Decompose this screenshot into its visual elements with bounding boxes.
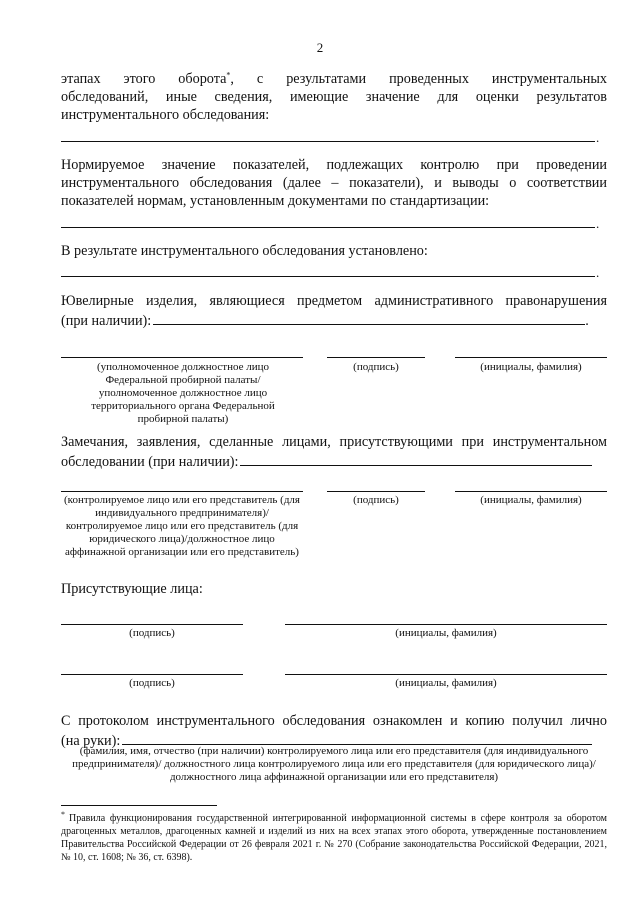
signature-caption: (подпись): [353, 494, 399, 506]
signature-line[interactable]: [327, 357, 425, 358]
present-person-signature-line[interactable]: [61, 674, 243, 675]
fill-line[interactable]: [61, 227, 595, 228]
signature-caption: (подпись): [129, 627, 175, 639]
paragraph-line: Замечания, заявления, сделанные лицами, присутствующими при инструментальном: [61, 434, 607, 450]
name-caption: (инициалы, фамилия): [395, 677, 497, 689]
present-person-name-line[interactable]: [285, 674, 607, 675]
signature-caption: (подпись): [353, 361, 399, 373]
page-number: 2: [316, 40, 324, 55]
paragraph-line: обследований, иные сведения, имеющие значение для оценки результатов: [61, 89, 607, 105]
paragraph-line: инструментального обследования:: [61, 107, 270, 123]
footnote: [61, 809, 607, 864]
name-caption: (инициалы, фамилия): [480, 361, 582, 373]
present-person-name-line[interactable]: [285, 624, 607, 625]
paragraph-line: С протоколом инструментального обследования ознакомлен и копию получил лично: [61, 713, 607, 729]
paragraph-line: показателей нормам, установленным документами по стандартизации:: [61, 193, 490, 209]
paragraph-line: (на руки):: [61, 730, 607, 750]
fill-line-period: .: [596, 265, 600, 280]
name-line[interactable]: [455, 357, 607, 358]
paragraph-remarks: [61, 433, 607, 471]
paragraph-continuation: [61, 70, 607, 124]
fill-line[interactable]: [61, 141, 595, 142]
fill-line-period: .: [596, 216, 600, 231]
paragraph-jewelry: [61, 292, 607, 330]
name-caption: (инициалы, фамилия): [480, 494, 582, 506]
name-caption: (инициалы, фамилия): [395, 627, 497, 639]
footnote-mark: *: [61, 809, 65, 819]
paragraph-line: обследовании (при наличии):: [61, 451, 607, 471]
present-persons-label: Присутствующие лица:: [61, 581, 203, 597]
paragraph-line: Нормируемое значение показателей, подлежащих контролю при проведении: [61, 157, 607, 173]
acknowledgement-caption: (фамилия, имя, отчество (при наличии) контролируемого лица или его представителя (для индивидуального предпринимателя)/ должностного лица контролируемого лица или его представителя (для юридического лица)/ должностного лица аффинажной организации или его представителя): [72, 745, 596, 783]
footnote-text: Правила функционирования государственной интегрированной информационной системы в сфере контроля за оборотом драгоценных металлов, драгоценных камней и изделий из них на всех этапах этого оборота, утвержденные постановлением Правительства Российской Федерации от 26 февраля 2021 г. № 270 (Собрание законодательства Российской Федерации, 2021, № 10, ст. 1608; № 36, ст. 6398).: [61, 813, 607, 863]
paragraph-line: инструментального обследования (далее – показатели), и выводы о соответствии: [61, 175, 607, 191]
signature-caption: (подпись): [129, 677, 175, 689]
present-person-signature-line[interactable]: [61, 624, 243, 625]
official-caption: (уполномоченное должностное лицо Федеральной пробирной палаты/уполномоченное должностное лицо территориального органа Федеральной пробирной палаты): [91, 361, 275, 425]
paragraph-norms: [61, 156, 607, 210]
jewelry-fill-line[interactable]: [153, 310, 585, 325]
official-signature-line[interactable]: [61, 357, 303, 358]
fill-line[interactable]: [61, 276, 595, 277]
paragraph-result: В результате инструментального обследования установлено:: [61, 243, 428, 259]
paragraph-line: этапах этого оборота*, с результатами проведенных инструментальных: [61, 70, 608, 87]
controlled-person-signature-line[interactable]: [61, 491, 303, 492]
acknowledgement-fill-line[interactable]: [122, 730, 592, 745]
name-line[interactable]: [455, 491, 607, 492]
footnote-separator: [61, 805, 217, 806]
footnote-reference: *: [226, 70, 231, 80]
signature-line[interactable]: [327, 491, 425, 492]
fill-line-period: .: [596, 130, 600, 145]
paragraph-line: Ювелирные изделия, являющиеся предметом административного правонарушения: [61, 293, 607, 309]
remarks-fill-line[interactable]: [240, 451, 592, 466]
controlled-person-caption: (контролируемое лицо или его представитель (для индивидуального предпринимателя)/ контролируемое лицо или его представитель (для юридического лица)/должностное лицо аффинажной организации или его представитель): [64, 494, 300, 558]
paragraph-line: (при наличии): .: [61, 310, 607, 330]
